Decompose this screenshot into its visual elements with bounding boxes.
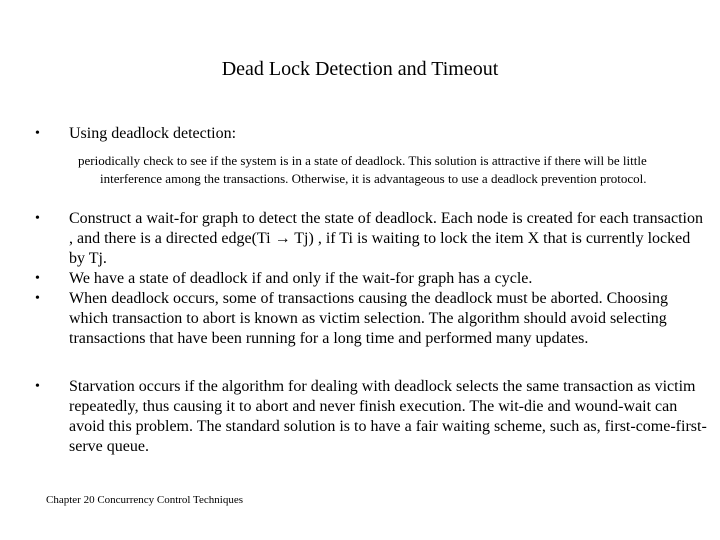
slide-title: Dead Lock Detection and Timeout bbox=[221, 58, 499, 80]
bullet-text-starvation: Starvation occurs if the algorithm for dealing with deadlock selects the same transaction as victim repeatedly, thus causing it to abort and never finish execution. The wit-die and wound-wait can avoid this problem. The standard solution is to have a fair waiting scheme, such as, first-come-first-serve queue. bbox=[69, 378, 707, 455]
bullet-marker: • bbox=[35, 126, 40, 141]
sub-point-text: periodically check to see if the system is in a state of deadlock. This solution is attractive if there will be little interference among the transactions. Otherwise, it is advantageous to use a deadlock prevention protocol. bbox=[78, 153, 647, 186]
bullet-text-deadlock-detection: Using deadlock detection: bbox=[69, 125, 237, 142]
bullet-text-cycle: We have a state of deadlock if and only if the wait-for graph has a cycle. bbox=[69, 270, 533, 287]
bullet-marker: • bbox=[35, 211, 40, 226]
bullet-text-wait-for-graph: Construct a wait-for graph to detect the state of deadlock. Each node is created for each transaction , and there is a directed edge(Ti → Tj) , if Ti is waiting to lock the item X that is currently locked by Tj. bbox=[69, 210, 703, 267]
sub-point-periodic-check bbox=[78, 152, 678, 187]
bullet-marker: • bbox=[35, 379, 40, 394]
bullet-marker: • bbox=[35, 271, 40, 286]
slide-footer: Chapter 20 Concurrency Control Techniques bbox=[46, 494, 243, 506]
bullet-marker: • bbox=[35, 291, 40, 306]
bullet-text-victim-selection: When deadlock occurs, some of transactions causing the deadlock must be aborted. Choosing which transaction to abort is known as victim selection. The algorithm should avoid selecting transactions that have been running for a long time and performed many updates. bbox=[69, 290, 668, 347]
